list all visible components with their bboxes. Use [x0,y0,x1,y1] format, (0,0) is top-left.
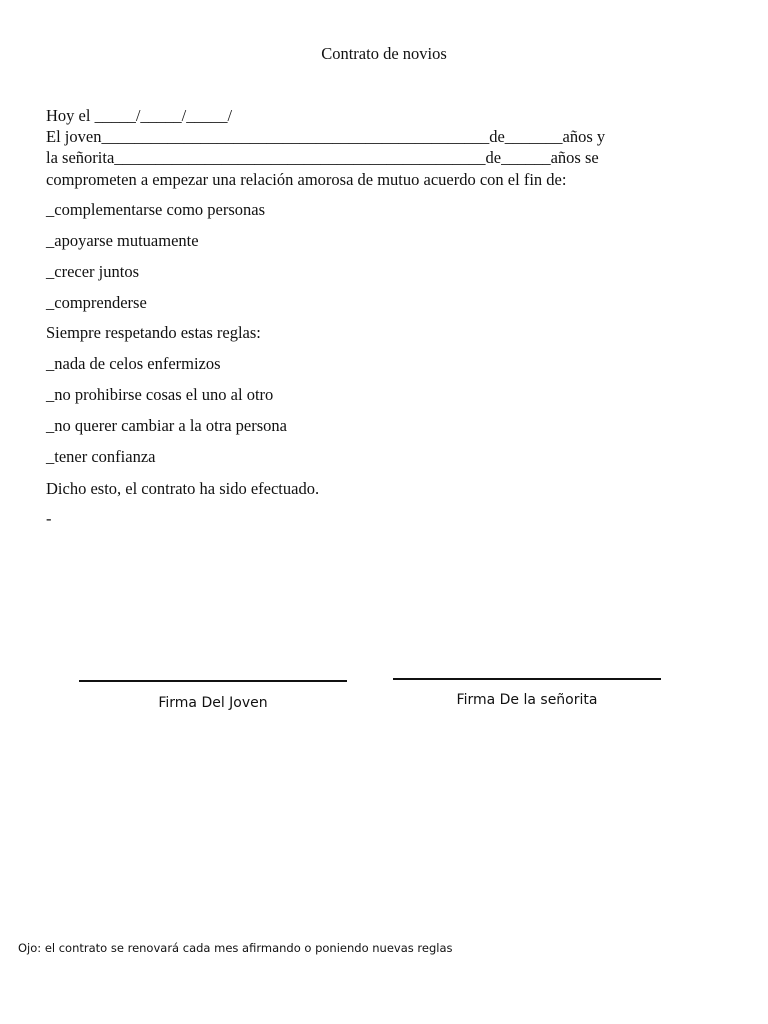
rule-item: _no prohibirse cosas el uno al otro [46,385,274,404]
signature-label-joven: Firma Del Joven [158,695,268,711]
date-line: Hoy el _____/_____/_____/ [46,106,233,125]
goal-item: _apoyarse mutuamente [46,231,199,250]
goal-item: _crecer juntos [46,262,139,281]
rules-heading: Siempre respetando estas reglas: [46,323,261,342]
signature-line-joven [79,680,347,682]
footnote: Ojo: el contrato se renovará cada mes afirmando o poniendo nuevas reglas [18,941,453,955]
senorita-line: la señorita_____________________________________________de______años se [46,148,599,167]
signature-line-senorita [393,678,661,680]
closing-text: Dicho esto, el contrato ha sido efectuado. [46,479,320,498]
signature-label-senorita: Firma De la señorita [456,692,598,708]
trailing-dash: - [46,509,52,528]
joven-line: El joven_______________________________________________de_______años y [46,127,606,146]
rule-item: _tener confianza [46,447,156,466]
goal-item: _comprenderse [46,293,147,312]
intro-line: comprometen a empezar una relación amorosa de mutuo acuerdo con el fin de: [46,170,567,189]
goal-item: _complementarse como personas [46,200,266,219]
rule-item: _nada de celos enfermizos [46,354,221,373]
document-title: Contrato de novios [321,44,447,63]
rule-item: _no querer cambiar a la otra persona [46,416,287,435]
